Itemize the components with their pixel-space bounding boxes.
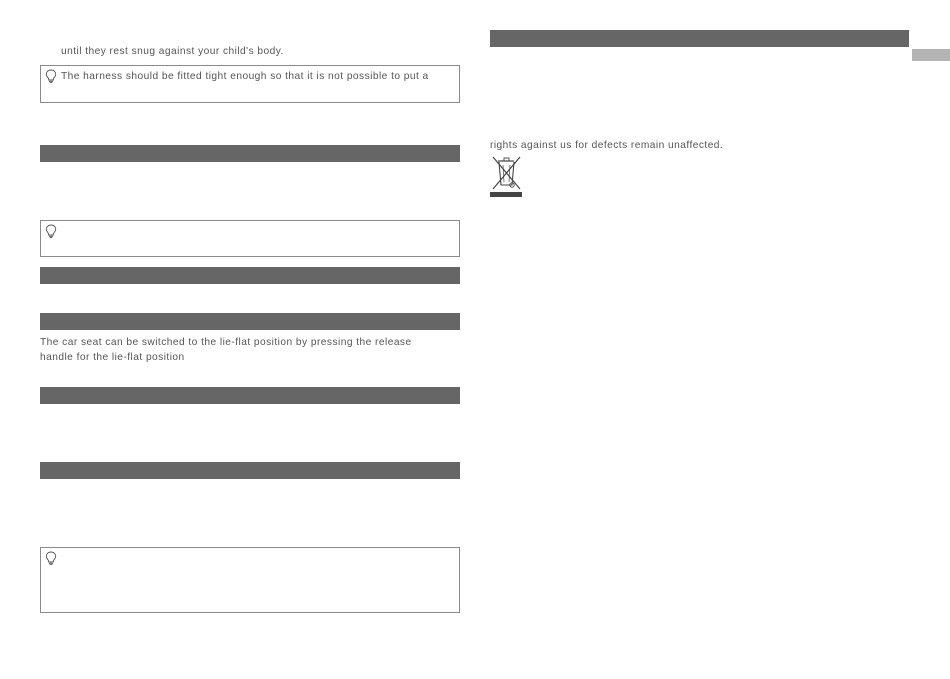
- section-header-bar: [490, 30, 909, 47]
- lie-flat-line-1: The car seat can be switched to the lie-flat position by pressing the release: [40, 337, 412, 348]
- intro-line: until they rest snug against your child's body.: [61, 46, 284, 57]
- section-header-bar: [40, 387, 460, 404]
- section-header-bar: [40, 267, 460, 284]
- section-header-bar: [40, 145, 460, 162]
- section-header-bar: [40, 462, 460, 479]
- lightbulb-icon: [45, 551, 57, 565]
- tip-box-large: [40, 547, 460, 613]
- warranty-line: rights against us for defects remain unaffected.: [490, 140, 724, 151]
- lightbulb-icon: [45, 224, 57, 238]
- tip-box-empty: [40, 220, 460, 257]
- section-header-bar: [40, 313, 460, 330]
- page-tab-marker: [912, 49, 950, 61]
- crossed-out-wheelie-bin-icon: [490, 154, 524, 198]
- tip-text-harness: The harness should be fitted tight enough so that it is not possible to put a: [61, 71, 429, 82]
- tip-box-harness: [40, 65, 460, 103]
- lightbulb-icon: [45, 69, 57, 83]
- lie-flat-line-2: handle for the lie-flat position: [40, 352, 185, 363]
